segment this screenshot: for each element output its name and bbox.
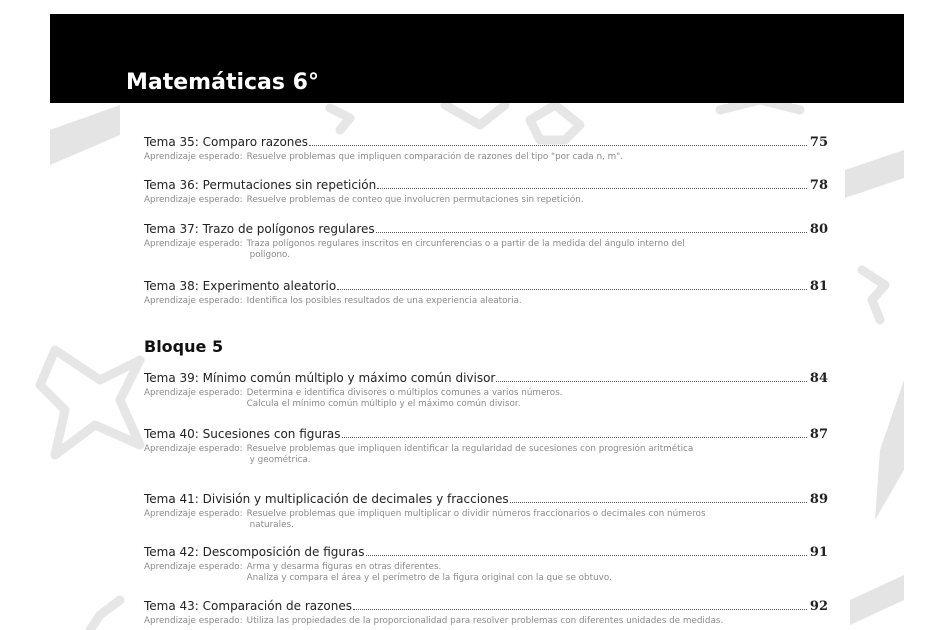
desc-line: Arma y desarma figuras en otras diferentes. (246, 562, 442, 572)
toc-entry-page[interactable]: 75 (809, 135, 828, 150)
toc-entry-description (144, 562, 828, 584)
toc-entry-title[interactable]: Tema 38: Experimento aleatorio (144, 279, 337, 293)
desc-label: Aprendizaje esperado: (144, 239, 243, 249)
desc-line: Resuelve problemas que impliquen identificar la regularidad de sucesiones con progresión aritmética (246, 444, 694, 454)
dot-leader (353, 599, 807, 610)
dot-leader (309, 135, 807, 146)
dot-leader (376, 222, 807, 233)
desc-line: Resuelve problemas de conteo que involucren permutaciones sin repetición. (246, 195, 584, 205)
desc-label: Aprendizaje esperado: (144, 152, 243, 162)
toc-entry-page[interactable]: 87 (809, 427, 828, 442)
dot-leader (510, 492, 807, 503)
toc-entry[interactable] (144, 545, 828, 584)
desc-line: Traza polígonos regulares inscritos en circunferencias o a partir de la medida del ángulo interno del (246, 239, 685, 249)
toc-entry[interactable] (144, 222, 828, 261)
dot-leader (342, 427, 807, 438)
desc-line: polígono. (249, 250, 291, 260)
toc-entry[interactable] (144, 135, 828, 163)
desc-label: Aprendizaje esperado: (144, 562, 243, 572)
toc-entry-description (144, 152, 828, 163)
toc-entry-description (144, 388, 828, 410)
toc-entry[interactable] (144, 599, 828, 627)
desc-line: y geométrica. (249, 455, 311, 465)
desc-label: Aprendizaje esperado: (144, 444, 243, 454)
toc-entry[interactable] (144, 178, 828, 206)
desc-line: Utiliza las propiedades de la proporcionalidad para resolver problemas con diferentes unidades de medidas. (246, 616, 724, 626)
page-header (50, 14, 904, 103)
toc-entry-title[interactable]: Tema 43: Comparación de razones (144, 599, 353, 613)
dot-leader (337, 279, 807, 290)
toc-entry-page[interactable]: 84 (809, 371, 828, 386)
desc-line: Determina e identifica divisores o múltiplos comunes a varios números. (246, 388, 563, 398)
section-title: Bloque 5 (144, 337, 224, 356)
toc-entry-title[interactable]: Tema 36: Permutaciones sin repetición (144, 178, 377, 192)
dot-leader (366, 545, 807, 556)
toc-entry-title[interactable]: Tema 42: Descomposición de figuras (144, 545, 365, 559)
desc-line: Resuelve problemas que impliquen comparación de razones del tipo "por cada n, m". (246, 152, 624, 162)
toc-entry-page[interactable]: 80 (809, 222, 828, 237)
toc-entry-page[interactable]: 81 (809, 279, 828, 294)
toc-entry-page[interactable]: 92 (809, 599, 828, 614)
toc-entry-description (144, 616, 828, 627)
dot-leader (496, 371, 807, 382)
desc-label: Aprendizaje esperado: (144, 296, 243, 306)
toc-entry-title[interactable]: Tema 37: Trazo de polígonos regulares (144, 222, 375, 236)
toc-entry-description (144, 195, 828, 206)
desc-line: Analiza y compara el área y el perímetro de la figura original con la que se obtuvo. (246, 573, 612, 583)
toc-entry-title[interactable]: Tema 40: Sucesiones con figuras (144, 427, 341, 441)
toc-entry[interactable] (144, 427, 828, 466)
toc-entry-title[interactable]: Tema 39: Mínimo común múltiplo y máximo común divisor (144, 371, 496, 385)
desc-line: Resuelve problemas que impliquen multiplicar o dividir números fraccionarios o decimales con números (246, 509, 706, 519)
toc-entry-description (144, 509, 828, 531)
desc-label: Aprendizaje esperado: (144, 509, 243, 519)
toc-entry[interactable] (144, 492, 828, 531)
desc-line: Calcula el mínimo común múltiplo y el máximo común divisor. (246, 399, 521, 409)
toc-entry-page[interactable]: 89 (809, 492, 828, 507)
toc-entry-description (144, 296, 828, 307)
desc-label: Aprendizaje esperado: (144, 388, 243, 398)
desc-line: Identifica los posibles resultados de una experiencia aleatoria. (246, 296, 522, 306)
desc-label: Aprendizaje esperado: (144, 195, 243, 205)
desc-line: naturales. (249, 520, 294, 530)
toc-entry-description (144, 239, 828, 261)
desc-label: Aprendizaje esperado: (144, 616, 243, 626)
toc-entry-page[interactable]: 78 (809, 178, 828, 193)
toc-entry-title[interactable]: Tema 41: División y multiplicación de decimales y fracciones (144, 492, 509, 506)
toc-entry-description (144, 444, 828, 466)
toc-entry-title[interactable]: Tema 35: Comparo razones (144, 135, 309, 149)
toc-entry[interactable] (144, 279, 828, 307)
page-title: Matemáticas 6° (126, 70, 319, 95)
toc-entry-page[interactable]: 91 (809, 545, 828, 560)
dot-leader (377, 178, 807, 189)
toc-entry[interactable] (144, 371, 828, 410)
